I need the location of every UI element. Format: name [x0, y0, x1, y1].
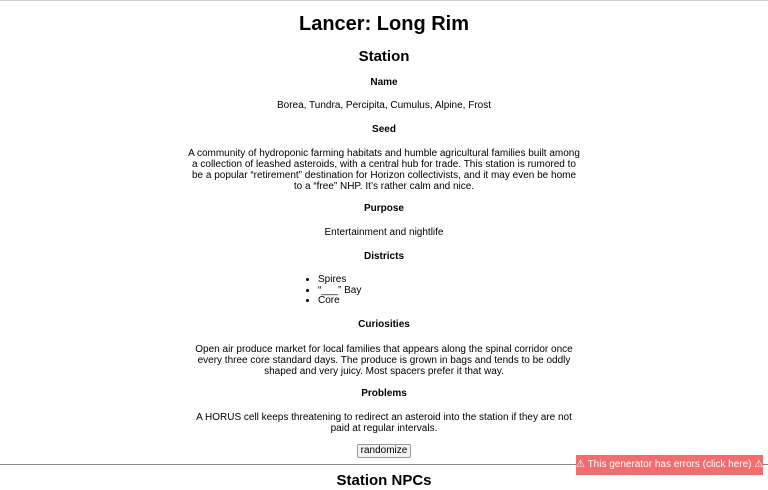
- name-heading: Name: [370, 77, 398, 88]
- problems-text: A HORUS cell keeps threatening to redirect an asteroid into the station if they are not paid at regular intervals.: [196, 412, 572, 434]
- purpose-heading: Purpose: [363, 203, 404, 214]
- page-title: Lancer: Long Rim: [298, 13, 469, 35]
- error-banner[interactable]: ⚠ This generator has errors (click here) ⚠: [576, 455, 763, 475]
- curiosities-heading: Curiosities: [358, 319, 410, 330]
- next-section-heading: Station NPCs: [336, 472, 432, 489]
- districts-list: [304, 275, 361, 307]
- page-subtitle: Station: [358, 48, 410, 65]
- list-item: • Spires: [318, 275, 361, 286]
- curiosities-text: Open air produce market for local families that appears along the spinal corridor once every three core standard days. The produce is grown in bags and tends to be oddly shaped and very juicy. Most spacers prefer it that way.: [195, 344, 573, 377]
- districts-heading: Districts: [363, 251, 404, 262]
- list-item: • Core: [318, 296, 361, 307]
- name-text: Borea, Tundra, Percipita, Cumulus, Alpine, Frost: [277, 100, 491, 111]
- purpose-text: Entertainment and nightlife: [324, 227, 444, 238]
- seed-heading: Seed: [372, 124, 396, 135]
- problems-heading: Problems: [361, 388, 407, 399]
- list-item: • “___” Bay: [318, 286, 361, 297]
- randomize-button[interactable]: randomize: [357, 444, 411, 458]
- seed-text: A community of hydroponic farming habitats and humble agricultural families built among a collection of leashed asteroids, with a central hub for trade. This station is rumored to be a popular “retirement” destination for Horizon collectivists, and it may even be home to a “free” NHP. It’s rather calm and nice.: [188, 148, 580, 192]
